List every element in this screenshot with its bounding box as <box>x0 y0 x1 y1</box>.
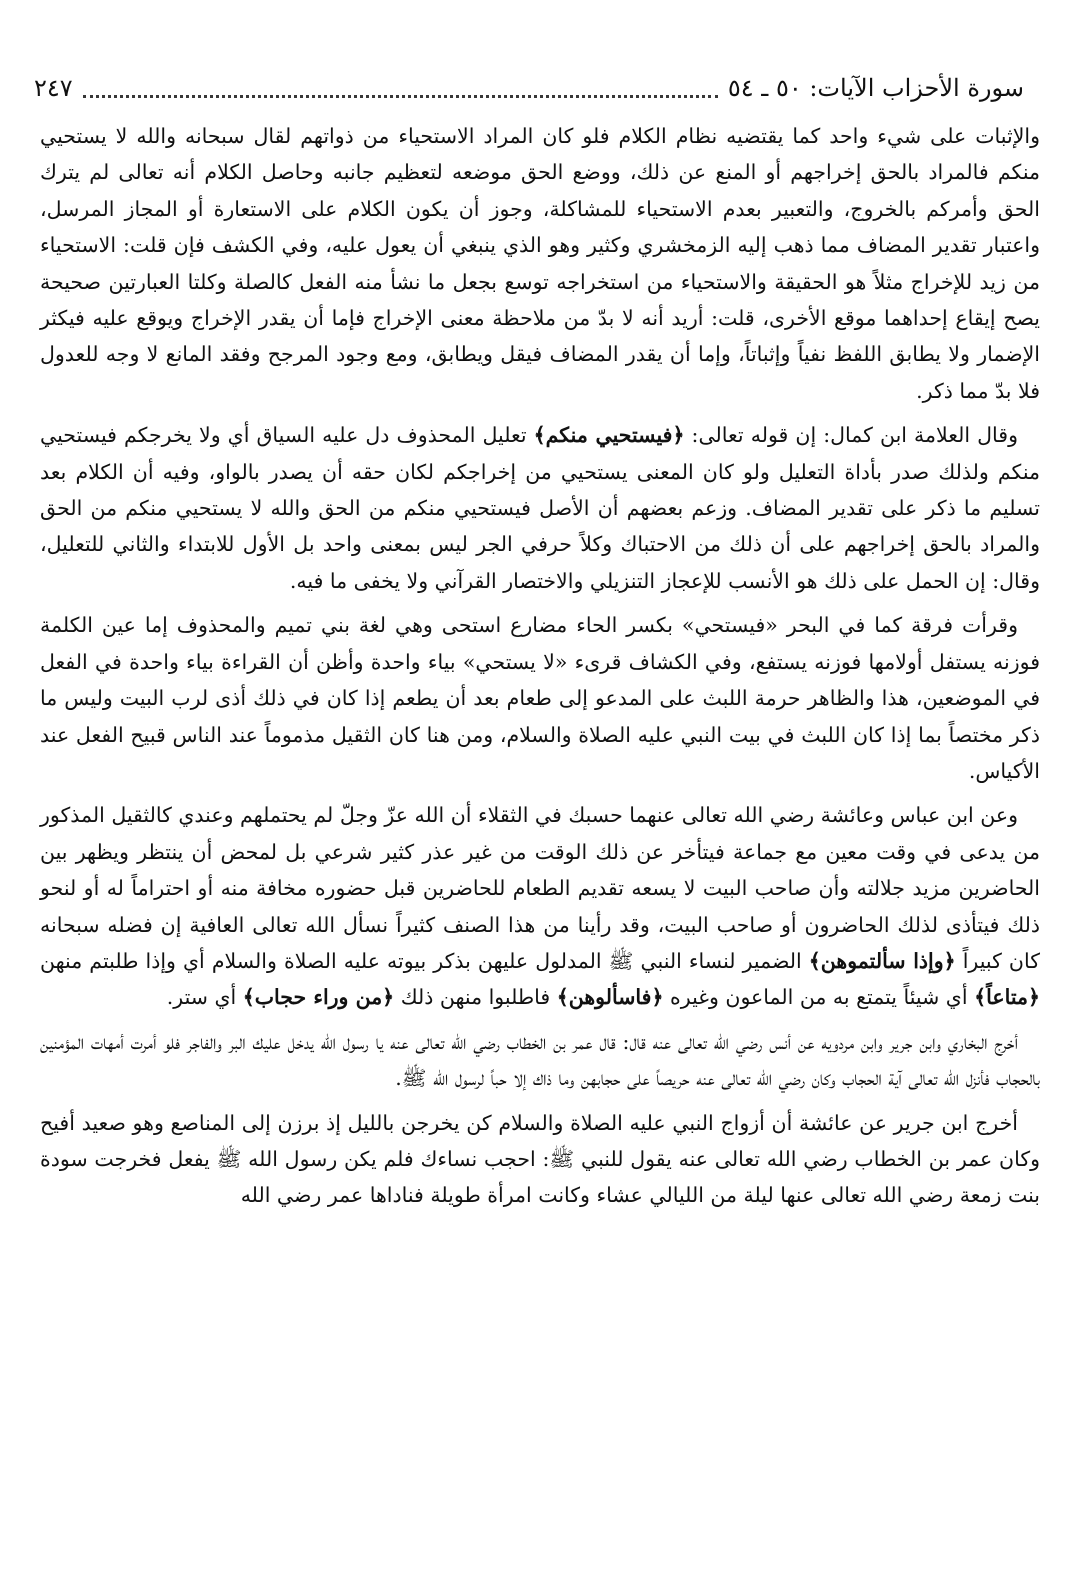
paragraph-4-middle: الضمير لنساء النبي ﷺ المدلول عليهن بذكر بيوته عليه الصلاة والسلام أي وإذا طلبتم منهن <box>40 948 809 973</box>
page-header <box>34 68 1024 108</box>
quran-quote: ﴿فيستحيي منكم﴾ <box>533 423 685 448</box>
paragraph-4-before: وعن ابن عباس وعائشة رضي الله تعالى عنهما حسبك في الثقلاء أن الله عزّ وجلّ لم يحتملهم وعندي كالثقيل المذكور من يدعى في وقت معين مع جماعة فيتأخر عن ذلك الوقت من غير عذر كثير شرعي بل لمحض أن ينتظر ويظهر بين الحاضرين مزيد جلالته وأن صاحب البيت لا يسعه تقديم الطعام للحاضرين قبل حضوره مخافة منه أو احتراماً له أو لنحو ذلك فيتأذى لذلك الحاضرون أو صاحب البيت، وقد رأينا من هذا الصنف كثيراً نسأل الله تعالى العافية إن فضله سبحانه كان كبيراً <box>40 803 1040 973</box>
paragraph-5 <box>40 1024 1040 1097</box>
paragraph-4-middle2: أي شيئاً يتمتع به من الماعون وغيره <box>663 985 975 1010</box>
quran-quote: ﴿فاسألوهن﴾ <box>556 985 664 1010</box>
paragraph-1-text: والإثبات على شيء واحد كما يقتضيه نظام الكلام فلو كان المراد الاستحياء من ذواتهم لقال سبحانه والله لا يستحيي منكم فالمراد بالحق إخراجهم أو المنع عن ذلك، ووضع الحق موضعه لتعظيم جانبه وحاصل الكلام أنه تعالى لم يترك الحق وأمركم بالخروج، والتعبير بعدم الاستحياء للمشاكلة، وجوز أن يكون الكلام على الاستعارة أو المجاز المرسل، واعتبار تقدير المضاف مما ذهب إليه الزمخشري وكثير وهو الذي ينبغي أن يعول عليه، وفي الكشف فإن قلت: الاستحياء من زيد للإخراج مثلاً هو الحقيقة والاستحياء من استخراجه توسع بجعل ما نشأ منه الفعل كالصلة وكلتا العبارتين صحيحة يصح إيقاع إحداهما موقع الأخرى، قلت: أريد أنه لا بدّ من ملاحظة معنى الإخراج فإما أن يقدر الإخراج ويوقع عليه فيكثر الإضمار ولا يطابق اللفظ نفياً وإثباتاً، وإما أن يقدر المضاف فيقل ويطابق، ومع وجود المرجح وفقد المانع لا وجه للعدول فلا بدّ مما ذكر. <box>40 124 1040 403</box>
paragraph-4-after: أي ستر. <box>166 985 243 1010</box>
quran-quote: ﴿من وراء حجاب﴾ <box>242 985 395 1010</box>
paragraph-3 <box>40 607 1040 789</box>
paragraph-2-before: وقال العلامة ابن كمال: إن قوله تعالى: <box>684 423 1018 448</box>
paragraph-6-text: أخرج ابن جرير عن عائشة أن أزواج النبي عليه الصلاة والسلام كن يخرجن بالليل إذ برزن إلى المناصع وهو صعيد أفيح وكان عمر بن الخطاب رضي الله تعالى عنه يقول للنبي ﷺ: احجب نساءك فلم يكن رسول الله ﷺ يفعل فخرجت سودة بنت زمعة رضي الله تعالى عنها ليلة من الليالي عشاء وكانت امرأة طويلة فناداها عمر رضي الله <box>40 1110 1040 1208</box>
main-text <box>40 118 1040 1222</box>
paragraph-5-text: أخرج البخاري وابن جرير وابن مردويه عن أنس رضي الله تعالى عنه قال: قال عمر بن الخطاب رضي الله تعالى عنه يا رسول الله يدخل عليك البر والفاجر فلو أمرت أمهات المؤمنين بالحجاب فأنزل الله تعالى آية الحجاب وكان رضي الله تعالى عنه حريصاً على حجابهن وما ذاك إلا حباً لرسول الله ﷺ. <box>40 1029 1040 1091</box>
quran-quote: ﴿متاعاً﴾ <box>974 985 1040 1010</box>
paragraph-2 <box>40 417 1040 599</box>
paragraph-2-after: تعليل المحذوف دل عليه السياق أي ولا يخرجكم فيستحيي منكم ولذلك صدر بأداة التعليل ولو كان المعنى يستحيي من إخراجكم لكان حقه أن يصدر بالواو، وفيه أن الكلام بعد تسليم ما ذكر على تقدير المضاف. وزعم بعضهم أن الأصل فيستحيي منكم من الحق والله لا يستحيي منكم من الحق والمراد بالحق إخراجهم على أن ذلك من الاحتباك وكلاً حرفي الجر ليس بمعنى واحد بل الأول للابتداء والثاني للتعليل، وقال: إن الحمل على ذلك هو الأنسب للإعجاز التنزيلي والاختصار القرآني ولا يخفى ما فيه. <box>40 423 1040 593</box>
paragraph-4-middle3: فاطلبوا منهن ذلك <box>394 985 557 1010</box>
quran-quote: ﴿وإذا سألتموهن﴾ <box>808 948 956 973</box>
page-number: ٢٤٧ <box>34 74 73 102</box>
paragraph-3-text: وقرأت فرقة كما في البحر «فيستحي» بكسر الحاء مضارع استحى وهي لغة بني تميم والمحذوف إما عين الكلمة فوزنه يستفل أولامها فوزنه يستفع، وفي الكشاف قرىء «لا يستحي» بياء واحدة وأظن أن القراءة بياء واحدة في الفعل في الموضعين، هذا والظاهر حرمة اللبث على المدعو إلى طعام بعد أن يطعم إذا كان في ذلك أذى لرب البيت وليس ما ذكر مختصاً بما إذا كان اللبث في بيت النبي عليه الصلاة والسلام، ومن هنا كان الثقيل مذموماً عند الناس قبيح الفعل عند الأكياس. <box>40 613 1040 783</box>
header-leader-dots <box>83 79 718 98</box>
paragraph-1 <box>40 118 1040 409</box>
running-title: سورة الأحزاب الآيات: ٥٠ ـ ٥٤ <box>727 74 1024 102</box>
paragraph-6 <box>40 1105 1040 1214</box>
paragraph-4 <box>40 797 1040 1015</box>
